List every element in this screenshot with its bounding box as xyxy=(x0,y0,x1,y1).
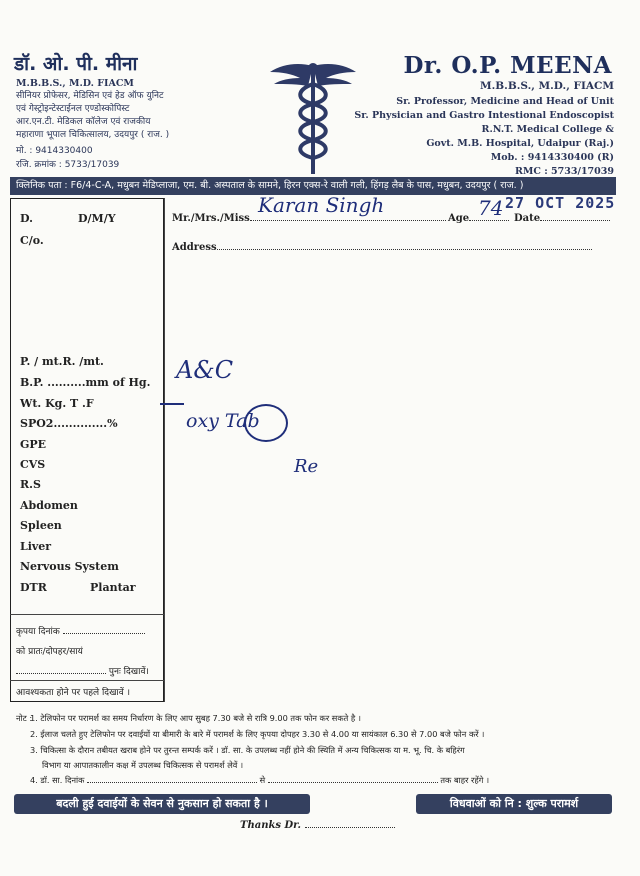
designation-english-2: Sr. Physician and Gastro Intestional Endoscopist xyxy=(354,110,614,121)
handwritten-note-1: A&C xyxy=(176,356,234,384)
note-3b: विभाग या आपातकालीन कक्ष में उपलब्ध चिकित्सक से परामर्श लेवें । xyxy=(42,760,244,770)
designation-english-4: Govt. M.B. Hospital, Udaipur (Raj.) xyxy=(426,138,614,149)
handwritten-note-2: oxy Tab xyxy=(186,410,260,432)
degree-left: M.B.B.S., M.D. FIACM xyxy=(16,78,134,89)
free-consult-banner: विधवाओं को नि : शुल्क परामर्श xyxy=(416,794,612,814)
co-label: C/o. xyxy=(20,234,44,247)
doctor-name-hindi: डॉ. ओ. पी. मीना xyxy=(14,53,138,75)
bp-label: B.P. ..........mm of Hg. xyxy=(20,376,151,389)
exam-gpe: GPE xyxy=(20,438,47,451)
weight-temp-label: Wt. Kg. T .F xyxy=(20,397,94,410)
followup-revisit-line: पुनः दिखावें। xyxy=(16,664,149,677)
note-3a: 3. चिकित्सा के दौरान तबीयत खराब होने पर तुरन्त सम्पर्क करें । डॉ. सा. के उपलब्ध नहीं होने की स्थिति में अन्य चिकित्सक या म. भू. चि. के बहिरंग xyxy=(30,745,465,755)
stamp-date: 27 OCT 2025 xyxy=(505,194,616,212)
clinic-address-band: क्लिनिक पता : F6/4-C-A, मधुबन मेडिप्लाजा, एम. बी. अस्पताल के सामने, हिरन एक्स-रे वाली गली, हिंगड़ लैब के पास, मधुबन, उदयपुर ( राज. ) xyxy=(10,177,616,195)
date-field[interactable]: Date xyxy=(514,213,610,224)
exam-abdomen: Abdomen xyxy=(20,499,78,512)
warning-banner: बदली हुई दवाईयों के सेवन से नुकसान हो सकता है । xyxy=(14,794,310,814)
handwritten-patient-name: Karan Singh xyxy=(258,193,385,217)
notes-label: नोट : xyxy=(16,713,33,723)
handwritten-age: 74 xyxy=(478,196,504,220)
handwritten-dash xyxy=(160,403,184,405)
note-4: 4. डॉ. सा. दिनांक से तक बाहर रहेंगे । xyxy=(30,775,490,785)
degree-right: M.B.B.S., M.D., FIACM xyxy=(480,80,614,92)
doctor-name-english: Dr. O.P. MEENA xyxy=(403,52,612,79)
exam-plantar: Plantar xyxy=(90,581,136,594)
designation-hindi-2: एवं गेस्ट्रोइन्टेस्टाईनल एण्डोस्कोपिस्ट xyxy=(16,104,130,114)
mobile-english: Mob. : 9414330400 (R) xyxy=(490,152,614,163)
reg-number-hindi: रजि. क्रमांक : 5733/17039 xyxy=(16,160,120,170)
followup-time-line: को प्रातः/दोपहर/सायं xyxy=(16,647,83,657)
mobile-hindi: मो. : 9414330400 xyxy=(16,146,93,156)
followup-date-line: कृपया दिनांक xyxy=(16,624,145,637)
note-1: 1. टेलिफोन पर परामर्श का समय निर्धारण के लिए आप सुबह 7.30 बजे से रात्रि 9.00 तक फोन कर सकते है । xyxy=(30,713,361,723)
exam-cvs: CVS xyxy=(20,458,46,471)
exam-liver: Liver xyxy=(20,540,52,553)
followup-divider-2 xyxy=(10,680,164,681)
rmc-number: RMC : 5733/17039 xyxy=(514,166,614,177)
designation-english-3: R.N.T. Medical College & xyxy=(481,124,614,135)
spo2-label: SPO2..............% xyxy=(20,417,118,430)
exam-rs: R.S xyxy=(20,478,41,491)
d-label: D. xyxy=(20,212,33,225)
dmy-label: D/M/Y xyxy=(78,212,116,225)
thanks-line: Thanks Dr. xyxy=(240,820,395,831)
exam-nervous-system: Nervous System xyxy=(20,560,119,573)
handwritten-circle-mark xyxy=(244,404,288,442)
address-field[interactable]: Address xyxy=(172,242,592,253)
handwritten-note-3: Re xyxy=(294,456,319,477)
designation-hindi-3: आर.एन.टी. मेडिकल कॉलेज एवं राजकीय xyxy=(16,117,151,127)
exam-spleen: Spleen xyxy=(20,519,62,532)
age-field[interactable]: Age xyxy=(448,213,509,224)
caduceus-icon xyxy=(268,58,358,176)
designation-hindi-4: महाराणा भूपाल चिकित्सालय, उदयपुर ( राज. ) xyxy=(16,130,170,140)
exam-dtr: DTR xyxy=(20,581,47,594)
patient-name-field[interactable]: Mr./Mrs./Miss xyxy=(172,213,446,224)
designation-hindi-1: सीनियर प्रोफेसर, मेडिसिन एवं हेड ऑफ युनिट xyxy=(16,91,164,101)
followup-divider xyxy=(10,614,164,615)
pulse-resp-label: P. / mt.R. /mt. xyxy=(20,355,104,368)
followup-earlier-line: आवश्यकता होने पर पहले दिखावें । xyxy=(16,688,131,698)
designation-english-1: Sr. Professor, Medicine and Head of Unit xyxy=(396,96,614,107)
column-divider xyxy=(164,198,165,702)
note-2: 2. ईलाज चलते हुए टेलिफोन पर दवाईयों या बीमारी के बारे में परामर्श के लिए कृपया दोपहर 3.30 से 4.00 या सायंकाल 6.30 से 7.00 बजे फोन करें । xyxy=(30,729,485,739)
